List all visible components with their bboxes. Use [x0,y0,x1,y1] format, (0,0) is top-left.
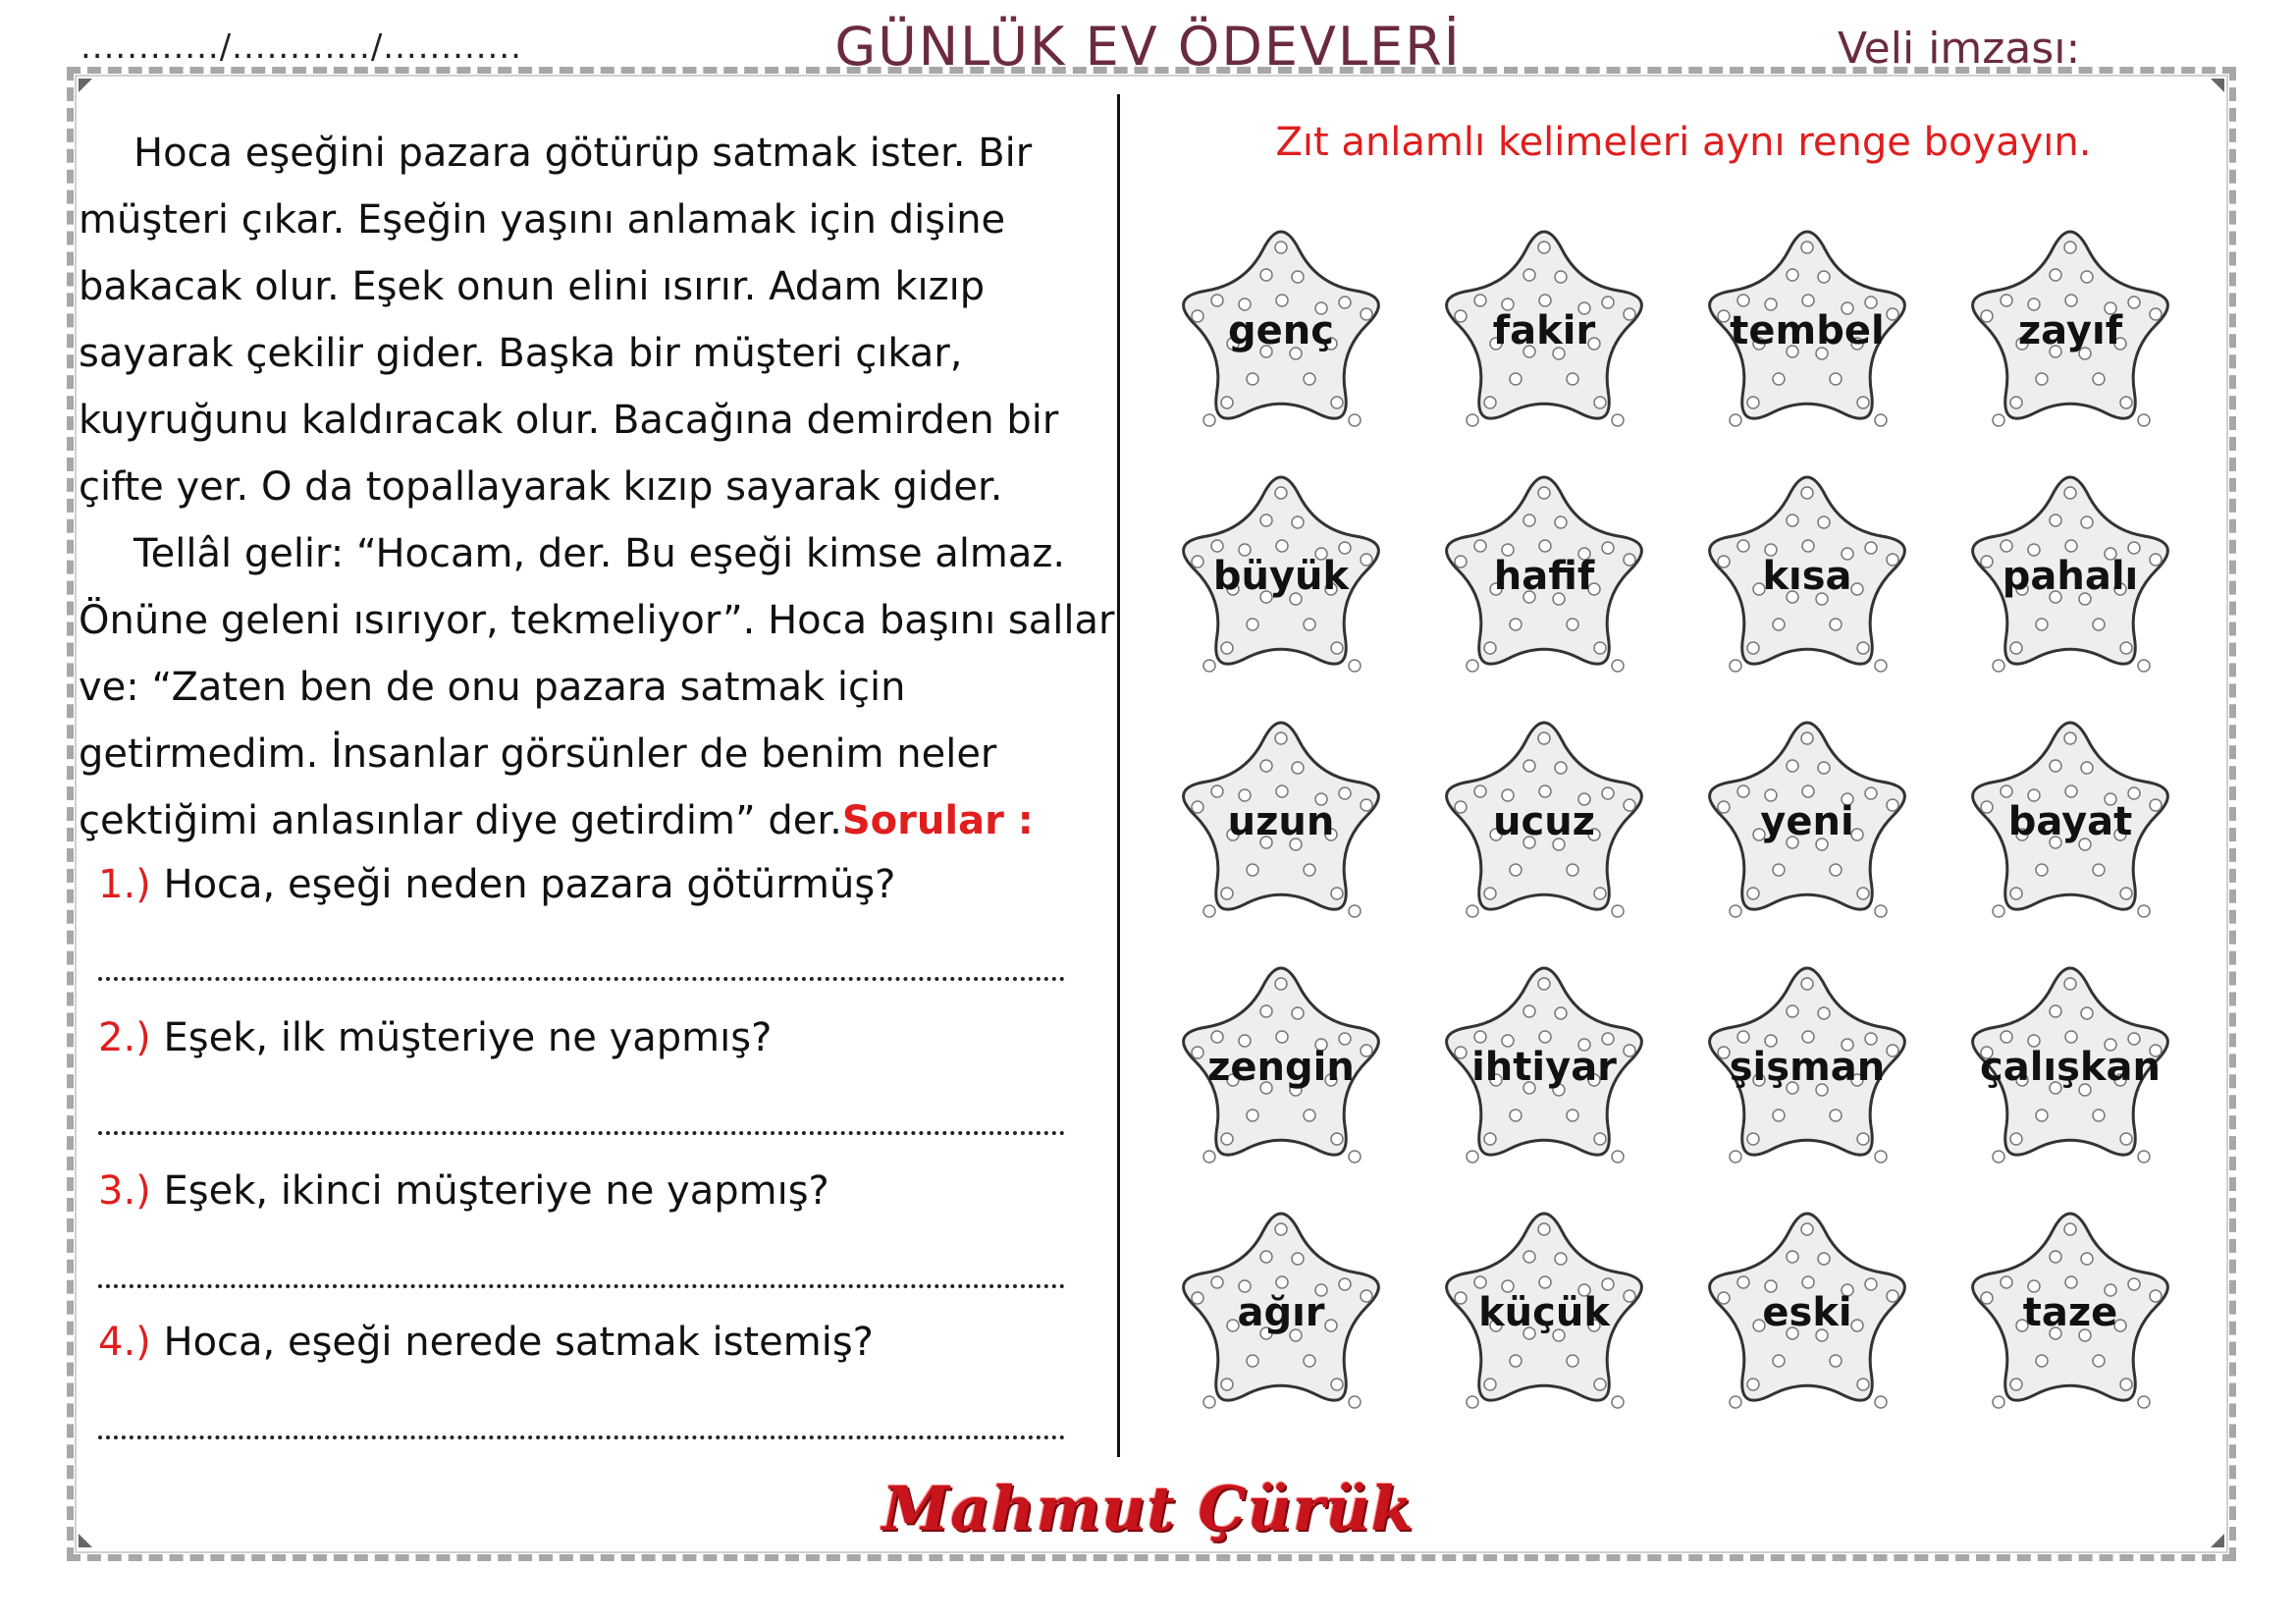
starfish-card[interactable] [1158,697,1404,933]
starfish-word: zayıf [2017,308,2123,353]
starfish-card[interactable] [1684,1188,1930,1424]
starfish-card[interactable] [1158,206,1404,442]
starfish-word: hafif [1493,554,1595,599]
question-number: 3.) [98,1168,151,1214]
date-line: ............/............/............ [80,27,522,67]
starfish-card[interactable] [1158,943,1404,1178]
starfish-word: genç [1228,308,1334,353]
starfish-word: şişman [1729,1045,1886,1090]
question-1 [98,862,1080,907]
starfish-card[interactable] [1684,206,1930,442]
corner-ornament [79,79,92,92]
question-4 [98,1320,1080,1365]
answer-line-4[interactable] [98,1435,1065,1439]
corner-ornament [2211,79,2224,92]
starfish-word: uzun [1227,799,1335,844]
starfish-card[interactable] [1421,943,1667,1178]
starfish-word: zengin [1207,1045,1355,1090]
starfish-card[interactable] [1421,206,1667,442]
answer-line-2[interactable] [98,1131,1065,1135]
starfish-card[interactable] [1948,1188,2193,1424]
questions-label: Sorular : [841,798,1034,843]
starfish-card[interactable] [1421,1188,1667,1424]
author-signature: Mahmut Çürük [881,1473,1415,1544]
starfish-card[interactable] [1421,452,1667,687]
starfish-word: taze [2022,1290,2118,1335]
starfish-word: ucuz [1493,799,1595,844]
starfish-card[interactable] [1948,943,2193,1178]
story-paragraph-2: Tellâl gelir: “Hocam, der. Bu eşeği kimse almaz. Önüne geleni ısırıyor, tekmeliyor”. Hoca başını sallar ve: “Zaten ben de onu pazara satmak için getirmedim. İnsanlar görsünler de benim neler çektiğimi anlasınlar diye getirdim” der.Sorular : [79,531,1115,843]
starfish-card[interactable] [1948,206,2193,442]
starfish-word: eski [1762,1290,1852,1335]
starfish-card[interactable] [1948,697,2193,933]
question-2 [98,1015,1080,1060]
answer-line-3[interactable] [98,1284,1065,1288]
starfish-word: kısa [1762,554,1852,599]
starfish-word: çalışkan [1979,1045,2161,1090]
question-3 [98,1168,1080,1214]
starfish-card[interactable] [1158,452,1404,687]
starfish-word: ağır [1237,1290,1325,1335]
starfish-word: fakir [1492,308,1596,353]
starfish-word: büyük [1212,554,1350,599]
question-number: 2.) [98,1015,151,1060]
starfish-card[interactable] [1684,452,1930,687]
starfish-card[interactable] [1684,943,1930,1178]
question-text: Eşek, ikinci müşteriye ne yapmış? [163,1168,829,1214]
starfish-card[interactable] [1158,1188,1404,1424]
parent-signature-label: Veli imzası: [1838,24,2081,74]
starfish-card[interactable] [1948,452,2193,687]
question-number: 4.) [98,1320,151,1365]
starfish-word: küçük [1478,1290,1610,1335]
starfish-card[interactable] [1684,697,1930,933]
starfish-word-grid [1158,206,2209,1453]
story-paragraph-1: Hoca eşeğini pazara götürüp satmak ister. Bir müşteri çıkar. Eşeğin yaşını anlamak için dişine bakacak olur. Eşek onun elini ısırır. Adam kızıp sayarak çekilir gider. Başka bir müşteri çıkar, kuyruğunu kaldıracak olur. Bacağına demirden bir çifte yer. O da topallayarak kızıp sayarak gider. [79,131,1059,510]
question-text: Hoca, eşeği nerede satmak istemiş? [163,1320,874,1365]
starfish-word: bayat [2007,799,2133,844]
starfish-card[interactable] [1421,697,1667,933]
page-title: GÜNLÜK EV ÖDEVLERİ [834,16,1462,78]
question-text: Eşek, ilk müşteriye ne yapmış? [163,1015,773,1060]
answer-line-1[interactable] [98,977,1065,981]
starfish-word: tembel [1730,308,1885,353]
story-text [79,120,1127,854]
starfish-word: pahalı [2002,554,2139,599]
starfish-word: yeni [1760,799,1854,844]
question-text: Hoca, eşeği neden pazara götürmüş? [163,862,896,907]
activity-instruction: Zıt anlamlı kelimeleri aynı renge boyayın. [1275,120,2092,165]
starfish-word: ihtiyar [1471,1045,1617,1090]
question-number: 1.) [98,862,151,907]
